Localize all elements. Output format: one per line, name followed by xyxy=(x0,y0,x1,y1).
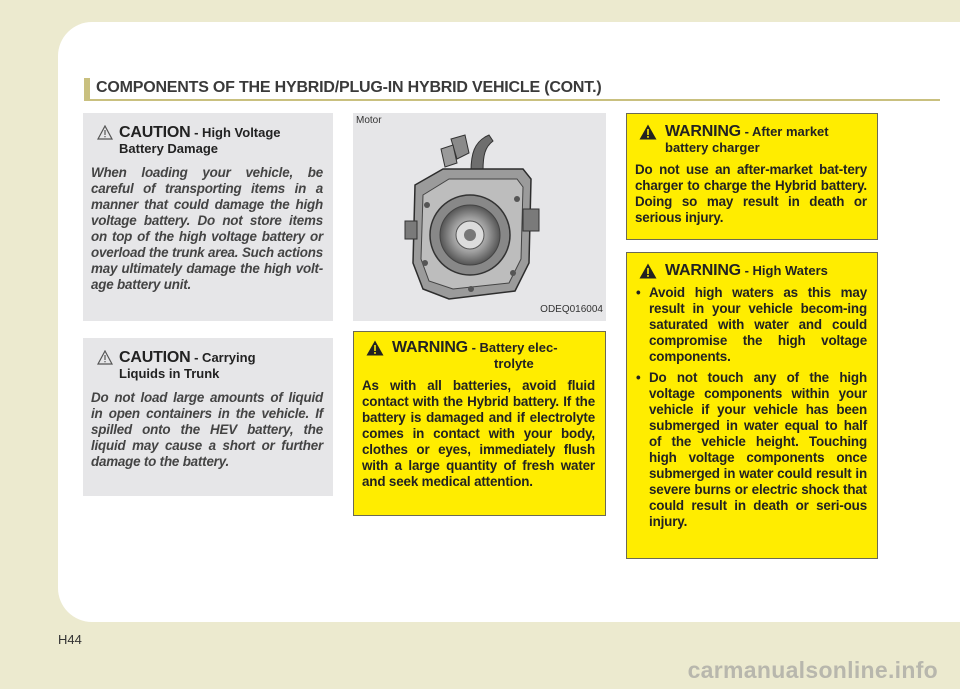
warning-high-waters-list xyxy=(635,285,867,530)
caution-triangle-icon xyxy=(97,350,113,365)
caution-subtitle-cont: Liquids in Trunk xyxy=(119,366,220,381)
caution-subtitle-cont: Battery Damage xyxy=(119,141,218,156)
warning-charger-box xyxy=(626,113,878,240)
warning-subtitle-cont: battery charger xyxy=(665,140,760,155)
warning-keyword: WARNING xyxy=(665,123,741,140)
warning-subtitle-cont: trolyte xyxy=(494,356,534,371)
section-title: COMPONENTS OF THE HYBRID/PLUG-IN HYBRID VEHICLE (CONT.) xyxy=(96,79,602,96)
motor-figure xyxy=(353,113,606,321)
caution-liquids-heading xyxy=(91,350,323,382)
warning-charger-heading xyxy=(635,124,867,156)
caution-liquids-text: Do not load large amounts of liquid in open containers in the vehicle. If spilled onto the HEV battery, the liquid may cause a short or further damage to the battery. xyxy=(91,390,323,469)
caution-triangle-icon xyxy=(97,125,113,140)
list-item: • Avoid high waters as this may result in your vehicle becom-ing saturated with water and could compromise the high voltage components. xyxy=(635,285,867,365)
warning-triangle-icon xyxy=(366,340,384,356)
warning-battery-electrolyte-heading xyxy=(362,340,595,372)
warning-high-waters-heading xyxy=(635,263,867,279)
figure-code: ODEQ016004 xyxy=(540,304,603,315)
motor-illustration xyxy=(353,113,606,321)
caution-subtitle: - Carrying xyxy=(194,350,256,365)
warning-keyword: WARNING xyxy=(392,339,468,356)
caution-battery-damage-text: When loading your vehicle, be careful of transporting items in a manner that could damage the high voltage battery. Do not store items on top of the high voltage battery or overload the trunk area. Such actions may ultimately damage the high volt-age battery unit. xyxy=(91,165,323,292)
figure-caption: Motor xyxy=(356,115,382,126)
caution-keyword: CAUTION xyxy=(119,349,191,366)
warning-keyword: WARNING xyxy=(665,262,741,279)
header-accent-bar xyxy=(84,78,90,100)
warning-triangle-icon xyxy=(639,124,657,140)
warning-battery-electrolyte-box xyxy=(353,331,606,516)
caution-battery-damage-heading xyxy=(91,125,323,157)
caution-liquids-box xyxy=(83,338,333,496)
warning-charger-text: Do not use an after-market bat-tery charger to charge the Hybrid battery. Doing so may result in death or serious injury. xyxy=(635,162,867,225)
caution-keyword: CAUTION xyxy=(119,124,191,141)
list-item: • Do not touch any of the high voltage components within your vehicle if your vehicle has been submerged in water equal to half of the vehicle height. Touching high voltage components once submerged in water could result in severe burns or electric shock that could result in death or seri-ous injury. xyxy=(635,370,867,530)
header-rule xyxy=(84,99,940,101)
warning-triangle-icon xyxy=(639,263,657,279)
watermark: carmanualsonline.info xyxy=(687,657,938,683)
caution-battery-damage-box xyxy=(83,113,333,321)
warning-subtitle: - After market xyxy=(744,124,829,139)
page-number: H44 xyxy=(58,632,82,647)
warning-subtitle: - High Waters xyxy=(744,263,828,278)
warning-battery-electrolyte-text: As with all batteries, avoid fluid contact with the Hybrid battery. If the battery is damaged and if electrolyte comes in contact with your body, clothes or eyes, immediately flush with a large quantity of fresh water and seek medical attention. xyxy=(362,378,595,489)
caution-subtitle: - High Voltage xyxy=(194,125,281,140)
warning-high-waters-box xyxy=(626,252,878,559)
warning-subtitle: - Battery elec- xyxy=(471,340,558,355)
